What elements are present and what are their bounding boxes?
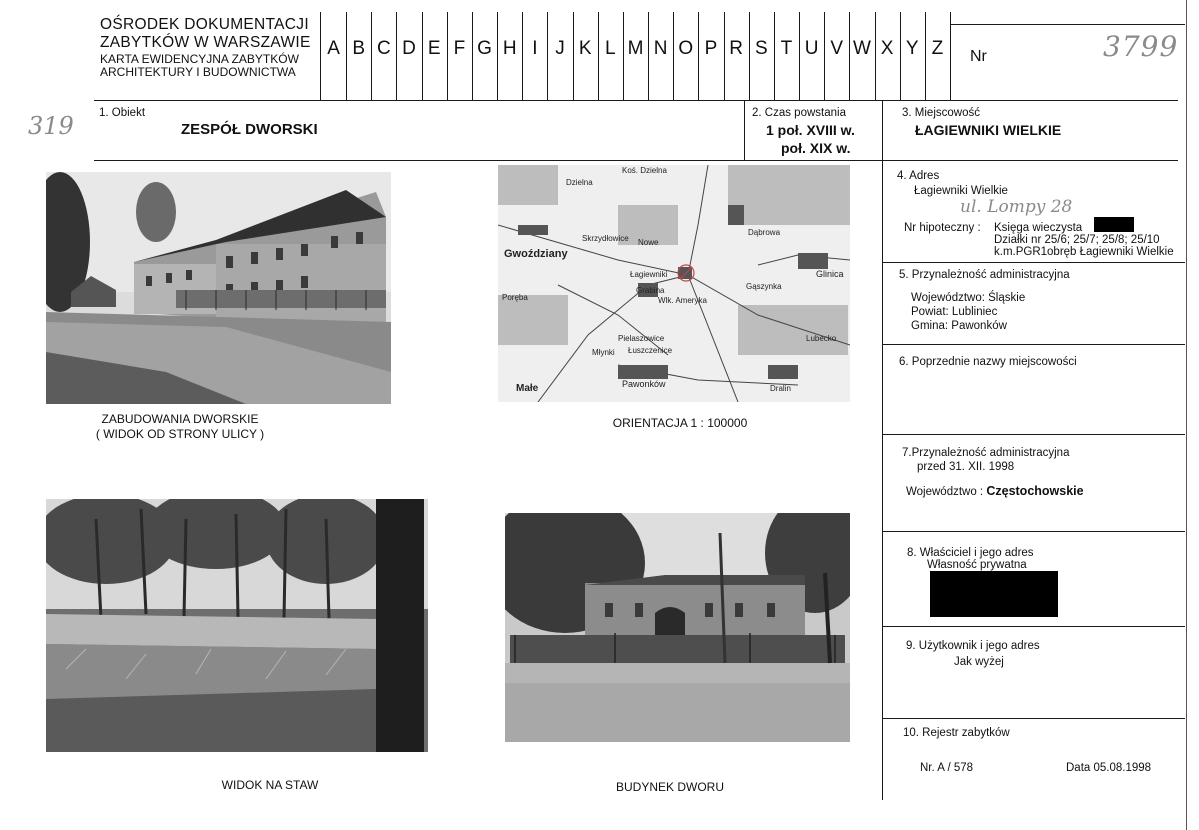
index-letter: N	[653, 38, 668, 59]
header-divider	[94, 100, 1178, 101]
svg-text:Pielaszowice: Pielaszowice	[618, 334, 665, 343]
index-letter: B	[352, 38, 366, 59]
divider-5-6	[882, 344, 1185, 345]
gmina-label: Gmina:	[911, 320, 949, 332]
svg-text:Glinica: Glinica	[816, 269, 844, 279]
obiekt-label: 1. Obiekt	[99, 107, 146, 119]
adres-value: Łagiewniki Wielkie	[914, 185, 1008, 197]
photo-manor-building	[505, 513, 850, 742]
redaction-box	[930, 571, 1058, 617]
index-letter: W	[852, 38, 871, 59]
row1-divider	[94, 160, 1178, 161]
index-letter: L	[605, 38, 616, 59]
uzytkownik-value: Jak wyżej	[954, 656, 1004, 668]
powiat-label: Powiat:	[911, 306, 949, 318]
przynaleznosc-label: 5. Przynależność administracyjna	[899, 269, 1070, 281]
svg-text:Skrzydłowice: Skrzydłowice	[582, 234, 629, 243]
rejestr-nr-label: Nr.	[920, 762, 935, 774]
index-letter: T	[780, 38, 793, 59]
index-letter: C	[377, 38, 391, 59]
hipoteka-line-3: k.m.PGR1obręb Łagiewniki Wielkie	[994, 246, 1174, 258]
miejscowosc-label: 3. Miejscowość	[902, 107, 980, 119]
index-letter: J	[555, 38, 565, 59]
wlasciciel-label: 8. Właściciel i jego adres	[907, 547, 1034, 559]
hipoteka-label: Nr hipoteczny :	[904, 222, 981, 234]
gmina-value: Pawonków	[951, 320, 1007, 332]
divider-9-10	[882, 718, 1185, 719]
adres-label: 4. Adres	[897, 170, 940, 182]
index-letter: Y	[905, 38, 919, 59]
card-title-line-1: KARTA EWIDENCYJNA ZABYTKÓW	[100, 52, 299, 66]
institution-line-1: OŚRODEK DOKUMENTACJI	[100, 16, 309, 33]
wojewodztwo-label: Województwo:	[911, 292, 985, 304]
poprzednie-nazwy-label: 6. Poprzednie nazwy miejscowości	[899, 356, 1077, 368]
index-letter: I	[532, 38, 538, 59]
nr-box-top	[950, 24, 1185, 25]
index-letter: M	[627, 38, 644, 59]
nr-label: Nr	[970, 48, 987, 65]
svg-text:Pawonków: Pawonków	[622, 379, 666, 389]
nr-box-left	[950, 24, 951, 100]
przynaleznosc-przed-label-2: przed 31. XII. 1998	[917, 461, 1015, 473]
page-right-edge	[1186, 0, 1187, 830]
przynaleznosc-przed-label-1: 7.Przynależność administracyjna	[902, 447, 1070, 459]
svg-text:Wlk. Ameryka: Wlk. Ameryka	[658, 296, 707, 305]
rejestr-data-value: 05.08.1998	[1093, 762, 1152, 774]
wojewodztwo-value: Śląskie	[988, 292, 1026, 304]
czas-value-2: poł. XIX w.	[781, 140, 851, 156]
photo-pond-view	[46, 499, 428, 752]
wlasciciel-value: Własność prywatna	[927, 559, 1027, 571]
svg-text:Dąbrowa: Dąbrowa	[748, 228, 781, 237]
czas-value-1: 1 poł. XVIII w.	[766, 122, 855, 138]
divider-7-8	[882, 531, 1185, 532]
redaction-box	[1094, 217, 1134, 232]
index-letter: K	[578, 38, 592, 59]
divider-8-9	[882, 626, 1185, 627]
wojewodztwo-przed-value: Częstochowskie	[986, 484, 1084, 498]
index-letter: X	[880, 38, 894, 59]
obiekt-value: ZESPÓŁ DWORSKI	[181, 121, 318, 138]
powiat-value: Lubliniec	[951, 306, 998, 318]
svg-text:Gwoździany: Gwoździany	[504, 248, 568, 260]
index-letter: F	[453, 38, 466, 59]
margin-number: 319	[28, 112, 74, 140]
index-letter: E	[427, 38, 441, 59]
index-letter: G	[477, 38, 492, 59]
svg-text:Gąszynka: Gąszynka	[746, 282, 782, 291]
index-letter: U	[804, 38, 819, 59]
svg-text:Grabina: Grabina	[636, 286, 665, 295]
right-column-divider	[882, 100, 883, 800]
nr-value: 3799	[1103, 30, 1179, 63]
photo4-caption: BUDYNEK DWORU	[615, 780, 724, 794]
hipoteka-line-2: Działki nr 25/6; 25/7; 25/8; 25/10	[994, 234, 1160, 246]
orientation-map	[498, 165, 850, 402]
svg-text:Małe: Małe	[516, 383, 539, 394]
svg-text:Łuszczenice: Łuszczenice	[628, 346, 673, 355]
hipoteka-line-1: Księga wieczysta	[994, 222, 1083, 234]
svg-text:Koś. Dzielna: Koś. Dzielna	[622, 166, 667, 175]
institution-header	[100, 17, 311, 79]
photo1-caption-line2: ( WIDOK OD STRONY ULICY )	[95, 427, 265, 441]
institution-line-2: ZABYTKÓW W WARSZAWIE	[100, 34, 311, 51]
photo-manor-buildings-street	[46, 172, 391, 404]
index-letter: S	[754, 38, 768, 59]
svg-text:Łagiewniki: Łagiewniki	[630, 270, 668, 279]
card-title-line-2: ARCHITEKTURY I BUDOWNICTWA	[100, 65, 296, 79]
index-letter: V	[830, 38, 844, 59]
svg-text:Dralin: Dralin	[770, 384, 791, 393]
index-letter: O	[678, 38, 694, 59]
divider-6-7	[882, 434, 1185, 435]
rejestr-label: 10. Rejestr zabytków	[903, 727, 1010, 739]
map-caption: ORIENTACJA 1 : 100000	[612, 416, 748, 430]
wojewodztwo-przed-label: Województwo :	[906, 486, 984, 498]
photo3-caption: WIDOK NA STAW	[221, 778, 319, 792]
index-letter: R	[729, 38, 743, 59]
svg-text:Poręba: Poręba	[502, 293, 528, 302]
svg-text:Lubecko: Lubecko	[806, 334, 837, 343]
index-letter: H	[502, 38, 517, 59]
rejestr-data-label: Data	[1066, 762, 1091, 774]
svg-text:Dzielna: Dzielna	[566, 178, 593, 187]
svg-text:Młynki: Młynki	[592, 348, 615, 357]
svg-text:Nowe: Nowe	[638, 238, 659, 247]
index-letter: A	[327, 38, 340, 59]
row1-divider-1	[744, 100, 745, 160]
czas-label: 2. Czas powstania	[752, 107, 846, 119]
photo1-caption-line1: ZABUDOWANIA DWORSKIE	[101, 412, 259, 426]
divider-4-5	[882, 262, 1185, 263]
uzytkownik-label: 9. Użytkownik i jego adres	[906, 640, 1040, 652]
adres-handwritten-street: ul. Lompy 28	[960, 197, 1073, 217]
miejscowosc-value: ŁAGIEWNIKI WIELKIE	[915, 122, 1062, 138]
rejestr-nr-value: A / 578	[937, 762, 974, 774]
index-letter: P	[704, 38, 718, 59]
index-letter: Z	[931, 38, 944, 59]
index-letter: D	[402, 38, 416, 59]
